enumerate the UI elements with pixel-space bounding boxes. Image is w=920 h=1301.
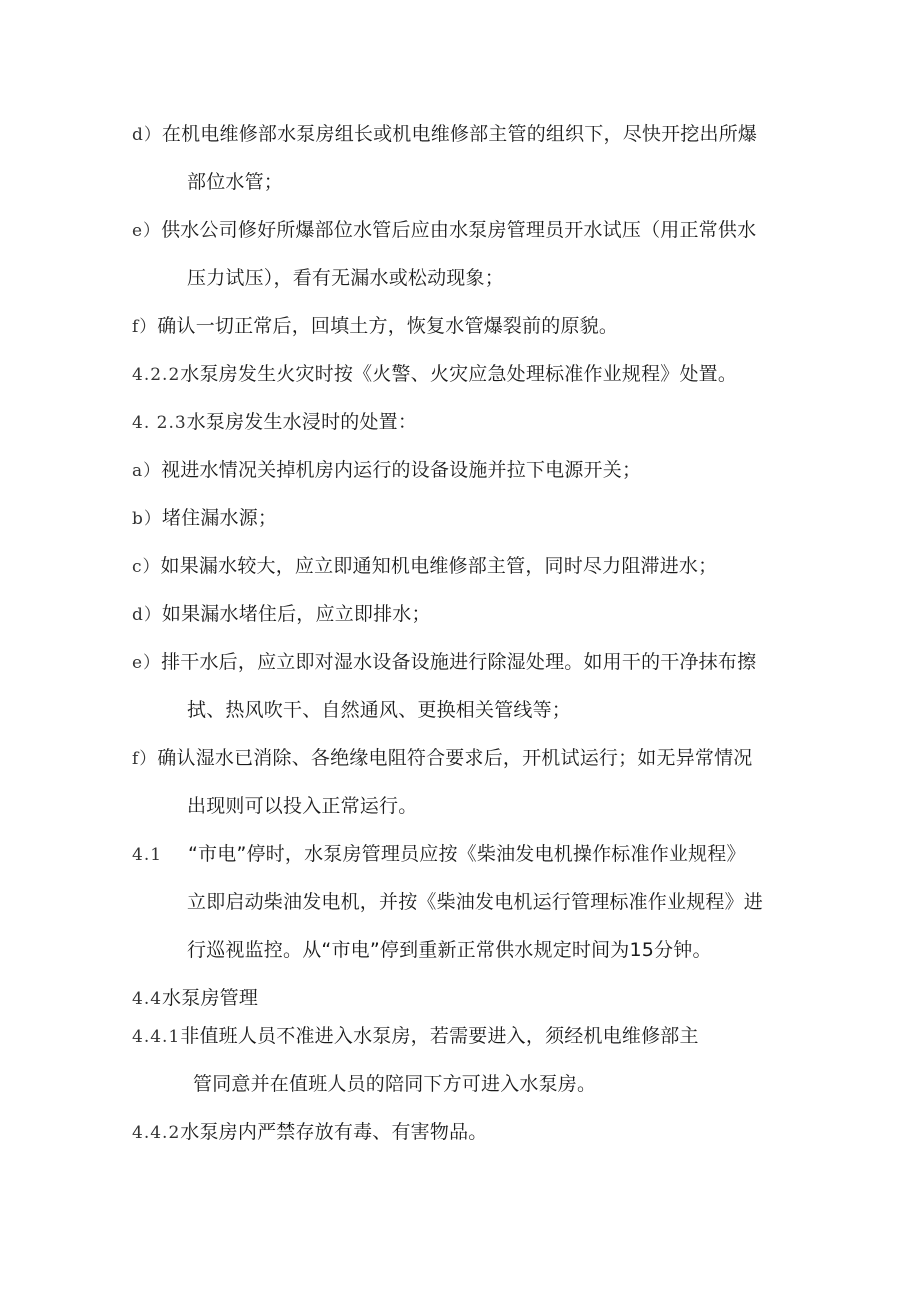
list-marker: f） bbox=[132, 317, 158, 337]
list-marker: e） bbox=[132, 221, 162, 241]
list-marker: d） bbox=[132, 605, 162, 625]
item-text: 排干水后，应立即对湿水设备设施进行除湿处理。如用干的干净抹布擦 bbox=[161, 651, 757, 673]
item-e2-line-2 bbox=[187, 698, 571, 722]
item-f2-line-1 bbox=[132, 746, 753, 771]
item-text: 拭、热风吹干、自然通风、更换相关管线等； bbox=[187, 699, 572, 721]
list-marker: c） bbox=[132, 557, 161, 577]
item-d-line-2 bbox=[187, 170, 283, 194]
item-f2-line-2 bbox=[187, 794, 417, 818]
list-marker: b） bbox=[132, 509, 162, 529]
section-text: 水泵房发生水浸时的处置： bbox=[186, 411, 418, 433]
item-text: 出现则可以投入正常运行。 bbox=[187, 795, 418, 817]
item-a-line-1 bbox=[132, 458, 641, 483]
section-text: “市电”停时，水泵房管理员应按《柴油发电机操作标准作业规程》 bbox=[188, 843, 746, 865]
list-marker: d） bbox=[132, 125, 162, 145]
section-4-1-line-3 bbox=[187, 938, 712, 962]
section-4-1-line-1 bbox=[132, 842, 746, 867]
item-text: 压力试压），看有无漏水或松动现象； bbox=[187, 267, 504, 289]
section-4-4-1-line-1 bbox=[132, 1024, 699, 1049]
section-text: 非值班人员不准进入水泵房，若需要进入，须经机电维修部主 bbox=[180, 1025, 699, 1047]
item-text: 堵住漏水源； bbox=[161, 507, 278, 529]
item-b-line-1 bbox=[132, 506, 277, 531]
section-4-4-1-line-2 bbox=[193, 1072, 596, 1096]
section-text: 管同意并在值班人员的陪同下方可进入水泵房。 bbox=[193, 1073, 597, 1095]
section-text: 立即启动柴油发电机，并按《柴油发电机运行管理标准作业规程》进 bbox=[187, 891, 764, 913]
list-marker: f） bbox=[132, 749, 158, 769]
section-number: 4. 2.3 bbox=[132, 413, 187, 433]
section-text: 行巡视监控。从“市电”停到重新正常供水规定时间为15分钟。 bbox=[187, 939, 712, 961]
item-f-line-1 bbox=[132, 314, 618, 339]
section-4-4-heading bbox=[132, 986, 258, 1011]
item-d-line-1 bbox=[132, 122, 757, 147]
item-e2-line-1 bbox=[132, 650, 756, 675]
item-text: 供水公司修好所爆部位水管后应由水泵房管理员开水试压（用正常供水 bbox=[161, 219, 757, 241]
item-text: 确认湿水已消除、各绝缘电阻符合要求后，开机试运行；如无异常情况 bbox=[157, 747, 753, 769]
item-e-line-2 bbox=[187, 266, 504, 290]
section-text: 水泵房内严禁存放有毒、有害物品。 bbox=[180, 1121, 488, 1143]
section-number: 4.4 bbox=[132, 989, 163, 1009]
section-4-2-2 bbox=[132, 362, 737, 387]
section-number: 4.4.2 bbox=[132, 1123, 181, 1143]
item-c-line-1 bbox=[132, 554, 717, 579]
item-e-line-1 bbox=[132, 218, 756, 243]
list-marker: e） bbox=[132, 653, 162, 673]
item-text: 在机电维修部水泵房组长或机电维修部主管的组织下，尽快开挖出所爆 bbox=[161, 123, 758, 145]
item-text: 如果漏水较大，应立即通知机电维修部主管，同时尽力阻滞进水； bbox=[160, 555, 718, 577]
item-text: 如果漏水堵住后，应立即排水； bbox=[161, 603, 431, 625]
section-number: 4.1 bbox=[132, 845, 163, 865]
section-4-1-line-2 bbox=[187, 890, 763, 914]
item-d2-line-1 bbox=[132, 602, 431, 627]
section-title: 水泵房管理 bbox=[162, 987, 259, 1009]
section-4-2-3 bbox=[132, 410, 417, 435]
section-number: 4.4.1 bbox=[132, 1027, 181, 1047]
section-4-4-2 bbox=[132, 1120, 487, 1145]
section-text: 水泵房发生火灾时按《火警、火灾应急处理标准作业规程》处置。 bbox=[180, 363, 738, 385]
section-number: 4.2.2 bbox=[132, 365, 181, 385]
item-text: 确认一切正常后，回填土方，恢复水管爆裂前的原貌。 bbox=[157, 315, 619, 337]
item-text: 视进水情况关掉机房内运行的设备设施并拉下电源开关； bbox=[161, 459, 642, 481]
item-text: 部位水管； bbox=[187, 171, 284, 193]
list-marker: a） bbox=[132, 461, 162, 481]
